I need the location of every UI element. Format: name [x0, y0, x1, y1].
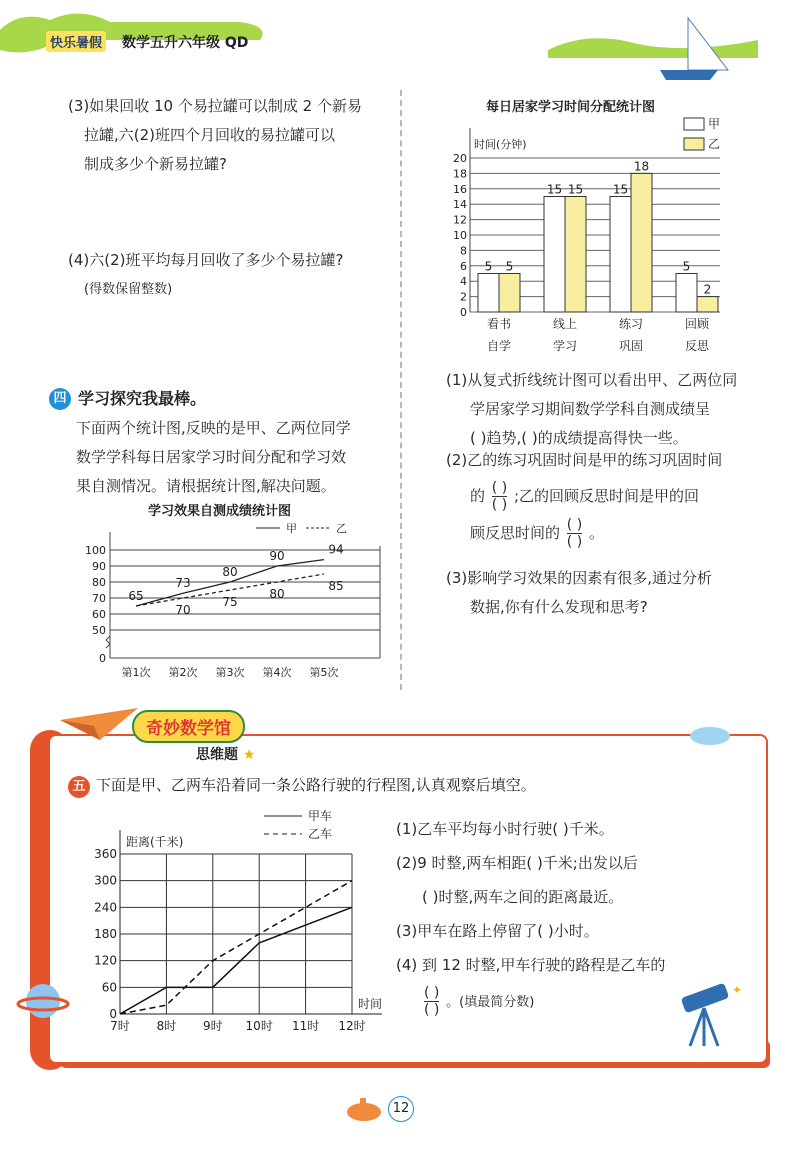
- bar-b: [499, 274, 520, 313]
- section5-q4-suffix: 。(填最简分数): [446, 995, 535, 1010]
- bar-legend-swatch-a: [684, 118, 704, 130]
- right-question-1: [446, 366, 776, 453]
- fraction-blank[interactable]: [492, 481, 507, 512]
- bar-a: [478, 274, 499, 313]
- left-q3-line: 拉罐,六(2)班四个月回收的易拉罐可以: [84, 126, 336, 144]
- line-chart-xtick: 第1次: [121, 666, 151, 679]
- line-chart-axis-break: [106, 636, 110, 648]
- section5-banner: 奇妙数学馆: [132, 710, 245, 743]
- left-question-4: [68, 246, 398, 304]
- travel-ytick: 360: [94, 847, 117, 861]
- telescope-icon: [676, 980, 746, 1050]
- fraction-blank[interactable]: [567, 518, 582, 549]
- travel-xlabel: 时间: [358, 997, 383, 1011]
- section4-intro-line: 果自测情况。请根据统计图,解决问题。: [76, 477, 336, 495]
- section5-badge: 五: [68, 776, 90, 798]
- bar-chart-ytick: 18: [453, 167, 467, 181]
- bar-b: [631, 173, 652, 312]
- frac-num: ( ): [566, 517, 583, 533]
- header-badge: 快乐暑假: [46, 31, 106, 52]
- bar-data-label: 15: [612, 182, 629, 197]
- bar-legend-a: 甲: [708, 117, 721, 131]
- frac-den: ( ): [491, 497, 508, 513]
- frac-num: ( ): [424, 985, 440, 1001]
- travel-xtick: 9时: [202, 1019, 223, 1033]
- bar-data-label: 18: [633, 159, 650, 174]
- bar-b: [697, 297, 718, 312]
- section4-intro-line: 数学学科每日居家学习时间分配和学习效: [76, 448, 347, 466]
- left-q3-line: 制成多少个新易拉罐?: [84, 155, 227, 173]
- travel-xtick: 11时: [291, 1019, 320, 1033]
- line-chart-legend-a: 甲: [286, 522, 297, 535]
- right-question-2: [446, 446, 776, 549]
- bar-legend-swatch-b: [684, 138, 704, 150]
- right-q2-text: 。: [588, 524, 604, 542]
- bar-chart-ytick: 8: [460, 244, 467, 258]
- right-q1-line: (1)从复式折线统计图可以看出甲、乙两位同: [446, 371, 738, 389]
- page-number: 12: [388, 1096, 414, 1122]
- line-chart-xtick: 第4次: [262, 666, 292, 679]
- right-q2-text: 顾反思时间的: [470, 524, 561, 542]
- line-chart-title: 学习效果自测成绩统计图: [148, 504, 292, 519]
- section5-q2a: (2)9 时整,两车相距( )千米;出发以后: [396, 854, 638, 872]
- bar-chart-ytick: 12: [453, 213, 467, 227]
- bar-b: [565, 197, 586, 313]
- section5-q3: (3)甲车在路上停留了( )小时。: [396, 922, 599, 940]
- right-q2-text: 的: [470, 487, 486, 505]
- time-bar-chart: [440, 114, 740, 362]
- left-q4-line: (得数保留整数): [84, 282, 173, 297]
- bar-chart-xtick: 回顾: [684, 317, 710, 331]
- bar-chart-xtick: 巩固: [618, 339, 644, 353]
- right-q2-line3: [446, 518, 776, 549]
- travel-ytick: 120: [94, 953, 117, 968]
- bar-chart-xtick: 反思: [684, 339, 710, 353]
- star-icon: ★: [242, 747, 256, 763]
- bar-data-label: 2: [703, 282, 712, 297]
- travel-legend-b: 乙车: [308, 827, 333, 841]
- bar-data-label: 15: [567, 182, 584, 197]
- line-chart-ytick: 70: [92, 592, 106, 605]
- line-chart-data-label: 90: [269, 549, 285, 563]
- frac-den: ( ): [424, 1002, 440, 1018]
- section5-intro: 下面是甲、乙两车沿着同一条公路行驶的行程图,认真观察后填空。: [96, 776, 536, 794]
- boat-icon: [548, 10, 758, 84]
- bar-chart-xtick: 线上: [552, 317, 578, 331]
- bar-chart-ytick: 6: [460, 259, 467, 273]
- travel-legend-a: 甲车: [308, 809, 333, 823]
- bar-data-label: 5: [505, 259, 514, 274]
- line-chart-legend-b: 乙: [336, 522, 347, 535]
- column-divider: [400, 90, 402, 690]
- line-chart-ytick: 80: [92, 576, 106, 589]
- right-q1-line: 学居家学习期间数学学科自测成绩呈: [470, 400, 711, 418]
- travel-xtick: 8时: [156, 1019, 177, 1033]
- line-chart-ytick: 60: [92, 608, 106, 621]
- section4-badge: 四: [49, 388, 71, 410]
- line-chart-ytick: 90: [92, 560, 106, 573]
- right-q3-line: (3)影响学习效果的因素有很多,通过分析: [446, 569, 713, 587]
- section5-q1: (1)乙车平均每小时行驶( )千米。: [396, 820, 614, 838]
- line-chart-xtick: 第3次: [215, 666, 245, 679]
- line-chart-ytick: 100: [85, 544, 106, 557]
- travel-ylabel: 距离(千米): [126, 835, 184, 849]
- bar-chart-ytick: 20: [453, 152, 467, 165]
- travel-ytick: 0: [109, 1007, 117, 1021]
- right-q1-line: ( )趋势,( )的成绩提高得快一些。: [470, 429, 688, 447]
- line-chart-data-label: 80: [269, 587, 285, 601]
- right-q2-line2: [446, 481, 776, 512]
- line-chart-data-label: 94: [328, 542, 344, 557]
- travel-ytick: 180: [94, 927, 117, 941]
- line-chart-data-label: 75: [222, 595, 238, 609]
- bar-chart-title: 每日居家学习时间分配统计图: [486, 100, 656, 115]
- bar-chart-ytick: 14: [453, 198, 467, 212]
- score-line-chart: [80, 518, 390, 682]
- bar-chart-ylabel: 时间(分钟): [474, 138, 527, 151]
- line-chart-data-label: 73: [175, 576, 191, 591]
- bar-chart-ytick: 4: [460, 275, 467, 289]
- right-q3-line: 数据,你有什么发现和思考?: [470, 598, 648, 616]
- travel-line-chart: [84, 800, 394, 1042]
- header-title: 数学五升六年级 QD: [122, 35, 249, 51]
- frac-den: ( ): [566, 534, 583, 550]
- section4-intro-line: 下面两个统计图,反映的是甲、乙两位同学: [76, 419, 351, 437]
- planet-icon: [16, 974, 70, 1028]
- bar-chart-xtick: 自学: [486, 339, 512, 353]
- bar-data-label: 15: [546, 182, 563, 197]
- bar-a: [544, 197, 565, 313]
- bar-chart-ytick: 2: [460, 290, 467, 304]
- fraction-blank[interactable]: [424, 986, 439, 1017]
- right-q2-line1: (2)乙的练习巩固时间是甲的练习巩固时间: [446, 451, 723, 469]
- right-q2-text: ;乙的回顾反思时间是甲的回: [513, 487, 700, 505]
- bar-a: [676, 274, 697, 313]
- travel-xtick: 10时: [245, 1019, 273, 1033]
- travel-ytick: 60: [101, 980, 117, 995]
- subbanner-text: 思维题: [196, 747, 238, 763]
- paper-plane-icon: [60, 700, 140, 750]
- section4-title: 学习探究我最棒。: [78, 389, 207, 408]
- bar-data-label: 5: [682, 259, 691, 274]
- bar-chart-xtick: 练习: [618, 317, 644, 331]
- left-q4-line: (4)六(2)班平均每月回收了多少个易拉罐?: [68, 251, 344, 269]
- travel-ytick: 300: [94, 873, 117, 888]
- travel-ytick: 240: [94, 900, 117, 915]
- section5-q2b: ( )时整,两车之间的距离最近。: [422, 888, 624, 906]
- frac-num: ( ): [491, 480, 508, 496]
- bar-data-label: 5: [484, 259, 493, 274]
- section5-subbanner: [196, 744, 255, 764]
- line-chart-xtick: 第2次: [168, 666, 198, 679]
- bar-legend-b: 乙: [708, 137, 721, 151]
- bar-a: [610, 197, 631, 313]
- line-chart-data-label: 80: [222, 565, 238, 579]
- travel-xtick: 7时: [110, 1019, 130, 1033]
- line-chart-data-label: 85: [328, 579, 344, 593]
- line-chart-data-label: 65: [128, 589, 144, 603]
- line-chart-xtick: 第5次: [309, 666, 339, 679]
- bar-chart-xtick: 学习: [552, 339, 578, 353]
- cloud-icon: [688, 722, 732, 746]
- bar-chart-ytick: 16: [453, 182, 467, 196]
- left-q3-line: (3)如果回收 10 个易拉罐可以制成 2 个新易: [68, 97, 362, 115]
- line-chart-ytick: 50: [92, 624, 106, 637]
- submarine-icon: [344, 1096, 384, 1124]
- bar-chart-xtick: 看书: [486, 317, 512, 331]
- line-chart-data-label: 70: [175, 603, 191, 617]
- right-question-3: [446, 564, 776, 622]
- bar-chart-ytick: 0: [460, 306, 467, 319]
- line-chart-ytick: 0: [99, 652, 106, 665]
- bar-chart-ytick: 10: [453, 229, 467, 242]
- section5-q4a: (4) 到 12 时整,甲车行驶的路程是乙车的: [396, 956, 666, 974]
- left-question-3: [68, 92, 398, 179]
- travel-xtick: 12时: [338, 1019, 366, 1033]
- section4-intro: [76, 414, 396, 501]
- header-boat-decoration: [548, 10, 758, 84]
- svg-text:✦: ✦: [732, 983, 743, 997]
